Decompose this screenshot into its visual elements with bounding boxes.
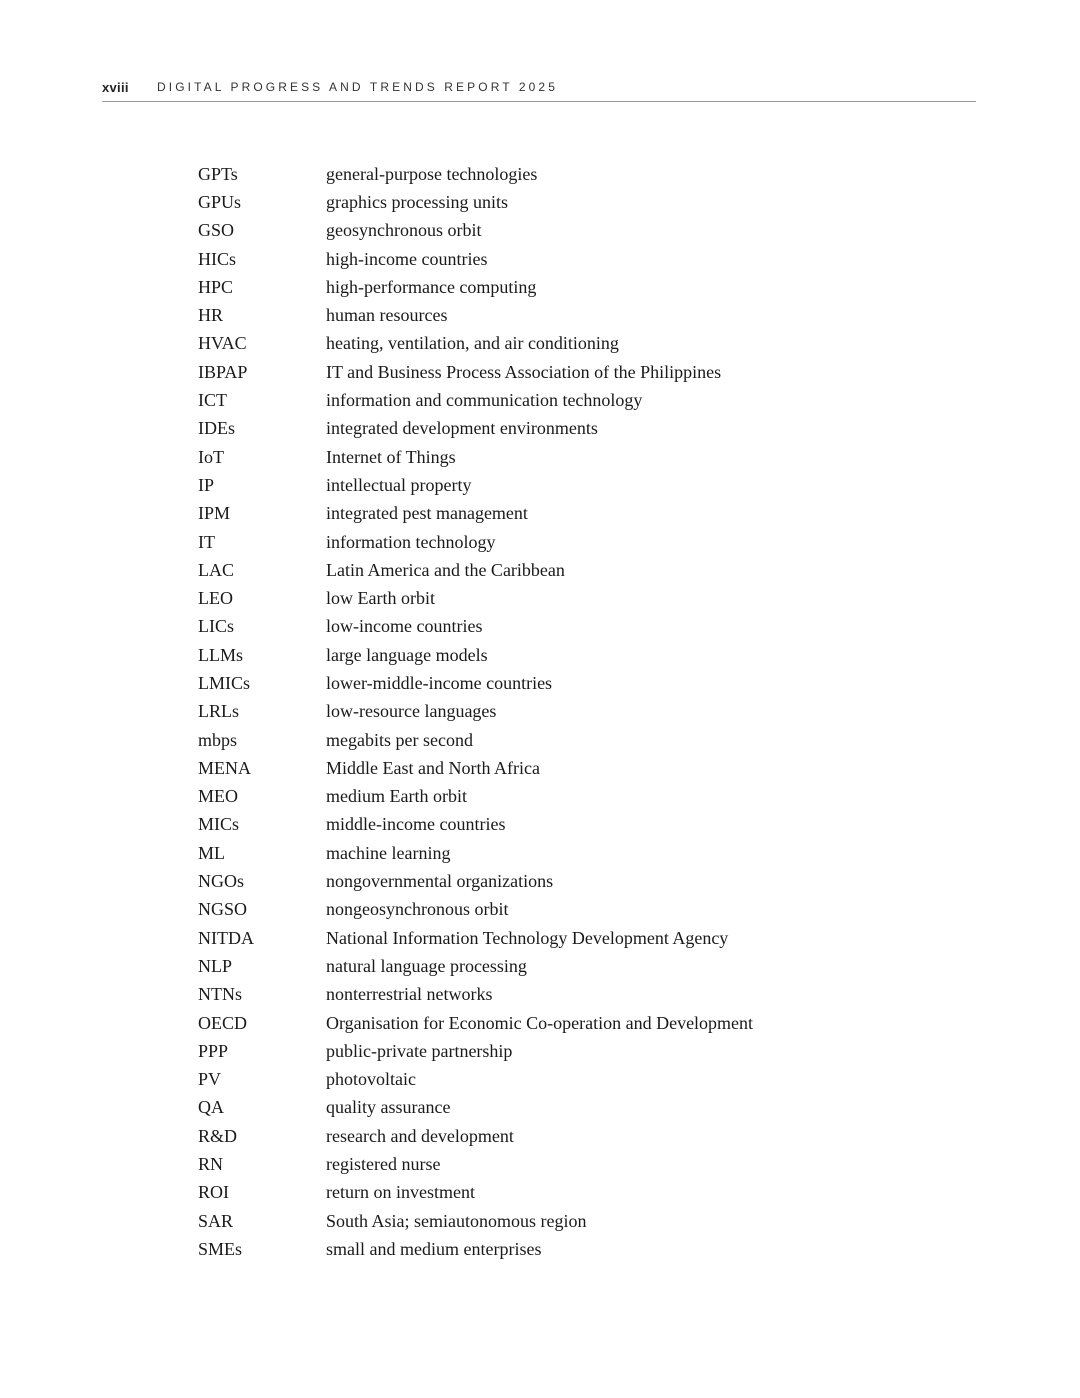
abbreviation-term: NITDA — [198, 927, 254, 948]
abbreviation-term: HICs — [198, 248, 237, 269]
abbreviation-definition: research and development — [326, 1125, 514, 1146]
abbreviation-definition: photovoltaic — [326, 1069, 416, 1090]
abbreviation-definition: nongeosynchronous orbit — [326, 899, 509, 920]
abbreviation-row — [198, 613, 898, 641]
abbreviation-row — [198, 217, 898, 245]
abbreviation-row — [198, 358, 898, 386]
abbreviation-row — [198, 584, 898, 612]
abbreviation-row — [198, 471, 898, 499]
abbreviation-definition: small and medium enterprises — [326, 1238, 542, 1259]
abbreviation-row — [198, 1094, 898, 1122]
abbreviation-row — [198, 386, 898, 414]
abbreviation-term: NGSO — [198, 899, 248, 920]
abbreviation-row — [198, 924, 898, 952]
abbreviation-definition: high-income countries — [326, 248, 488, 269]
abbreviation-row — [198, 839, 898, 867]
abbreviation-row — [198, 726, 898, 754]
abbreviation-term: QA — [198, 1097, 224, 1118]
abbreviation-row — [198, 1037, 898, 1065]
abbreviation-term: RN — [198, 1154, 224, 1175]
abbreviation-definition: intellectual property — [326, 474, 472, 495]
abbreviation-term: OECD — [198, 1012, 247, 1033]
abbreviation-row — [198, 528, 898, 556]
abbreviation-term: SMEs — [198, 1238, 243, 1259]
abbreviation-row — [198, 811, 898, 839]
abbreviation-definition: general-purpose technologies — [326, 163, 538, 184]
abbreviation-definition: registered nurse — [326, 1154, 441, 1175]
abbreviation-term: PPP — [198, 1040, 229, 1061]
abbreviation-definition: human resources — [326, 305, 448, 326]
abbreviation-row — [198, 500, 898, 528]
abbreviation-definition: lower-middle-income countries — [326, 672, 553, 693]
abbreviation-row — [198, 669, 898, 697]
abbreviation-term: IT — [198, 531, 215, 552]
abbreviation-definition: integrated pest management — [326, 503, 528, 524]
abbreviation-definition: information technology — [326, 531, 496, 552]
abbreviation-row — [198, 698, 898, 726]
abbreviation-term: LLMs — [198, 644, 243, 665]
abbreviation-term: LEO — [198, 588, 233, 609]
abbreviation-definition: IT and Business Process Association of the Philippines — [326, 361, 722, 382]
abbreviation-row — [198, 1122, 898, 1150]
abbreviation-term: PV — [198, 1069, 222, 1090]
abbreviation-definition: Middle East and North Africa — [326, 757, 540, 778]
abbreviation-definition: medium Earth orbit — [326, 786, 467, 807]
report-title: DIGITAL PROGRESS AND TRENDS REPORT 2025 — [157, 80, 558, 94]
abbreviations-list — [198, 160, 898, 1264]
abbreviation-row — [198, 1009, 898, 1037]
abbreviation-term: IDEs — [198, 418, 235, 439]
abbreviation-row — [198, 188, 898, 216]
abbreviation-term: LICs — [198, 616, 234, 637]
abbreviation-row — [198, 330, 898, 358]
abbreviation-term: HVAC — [198, 333, 247, 354]
abbreviation-term: IPM — [198, 503, 231, 524]
abbreviation-term: NGOs — [198, 871, 245, 892]
header-divider — [102, 101, 976, 102]
abbreviation-definition: low Earth orbit — [326, 588, 435, 609]
abbreviation-row — [198, 160, 898, 188]
abbreviation-term: IoT — [198, 446, 224, 467]
abbreviation-term: IBPAP — [198, 361, 248, 382]
abbreviation-term: ML — [198, 842, 225, 863]
abbreviation-definition: public-private partnership — [326, 1040, 513, 1061]
abbreviation-definition: information and communication technology — [326, 390, 643, 411]
abbreviation-row — [198, 273, 898, 301]
abbreviation-term: mbps — [198, 729, 238, 750]
abbreviation-term: R&D — [198, 1125, 238, 1146]
abbreviation-definition: megabits per second — [326, 729, 473, 750]
abbreviation-definition: large language models — [326, 644, 488, 665]
page-number: xviii — [102, 79, 129, 95]
abbreviation-row — [198, 1235, 898, 1263]
abbreviation-row — [198, 1179, 898, 1207]
abbreviation-row — [198, 754, 898, 782]
abbreviation-row — [198, 443, 898, 471]
abbreviation-term: SAR — [198, 1210, 234, 1231]
abbreviation-term: ICT — [198, 390, 227, 411]
abbreviation-row — [198, 896, 898, 924]
abbreviation-definition: middle-income countries — [326, 814, 506, 835]
abbreviation-definition: quality assurance — [326, 1097, 451, 1118]
abbreviation-row — [198, 867, 898, 895]
abbreviation-definition: geosynchronous orbit — [326, 220, 482, 241]
abbreviation-term: NLP — [198, 955, 233, 976]
abbreviation-term: GSO — [198, 220, 235, 241]
abbreviation-row — [198, 1150, 898, 1178]
abbreviation-definition: natural language processing — [326, 955, 527, 976]
abbreviation-definition: Latin America and the Caribbean — [326, 559, 565, 580]
abbreviation-term: ROI — [198, 1182, 229, 1203]
abbreviation-definition: low-income countries — [326, 616, 483, 637]
abbreviation-definition: integrated development environments — [326, 418, 598, 439]
abbreviation-term: MENA — [198, 757, 251, 778]
abbreviation-definition: machine learning — [326, 842, 451, 863]
abbreviation-term: LRLs — [198, 701, 240, 722]
abbreviation-row — [198, 245, 898, 273]
abbreviation-definition: Internet of Things — [326, 446, 456, 467]
abbreviation-term: GPUs — [198, 191, 242, 212]
abbreviation-definition: heating, ventilation, and air conditioning — [326, 333, 619, 354]
abbreviation-definition: nongovernmental organizations — [326, 871, 554, 892]
abbreviation-row — [198, 783, 898, 811]
abbreviation-row — [198, 1207, 898, 1235]
abbreviation-definition: Organisation for Economic Co-operation and Development — [326, 1012, 754, 1033]
abbreviation-row — [198, 952, 898, 980]
abbreviation-definition: National Information Technology Development Agency — [326, 927, 729, 948]
abbreviation-term: NTNs — [198, 984, 242, 1005]
abbreviation-row — [198, 641, 898, 669]
abbreviation-term: MICs — [198, 814, 240, 835]
abbreviation-term: LAC — [198, 559, 234, 580]
abbreviation-row — [198, 301, 898, 329]
abbreviation-definition: low-resource languages — [326, 701, 497, 722]
abbreviation-definition: return on investment — [326, 1182, 475, 1203]
abbreviation-term: HR — [198, 305, 224, 326]
abbreviation-definition: nonterrestrial networks — [326, 984, 493, 1005]
abbreviation-definition: graphics processing units — [326, 191, 508, 212]
abbreviation-definition: South Asia; semiautonomous region — [326, 1210, 587, 1231]
abbreviation-term: HPC — [198, 276, 234, 297]
abbreviation-row — [198, 556, 898, 584]
abbreviation-row — [198, 415, 898, 443]
abbreviation-term: IP — [198, 474, 215, 495]
abbreviation-row — [198, 981, 898, 1009]
running-head — [102, 78, 976, 96]
abbreviation-definition: high-performance computing — [326, 276, 537, 297]
abbreviation-term: MEO — [198, 786, 238, 807]
abbreviation-term: GPTs — [198, 163, 238, 184]
abbreviation-row — [198, 1066, 898, 1094]
abbreviation-term: LMICs — [198, 672, 251, 693]
